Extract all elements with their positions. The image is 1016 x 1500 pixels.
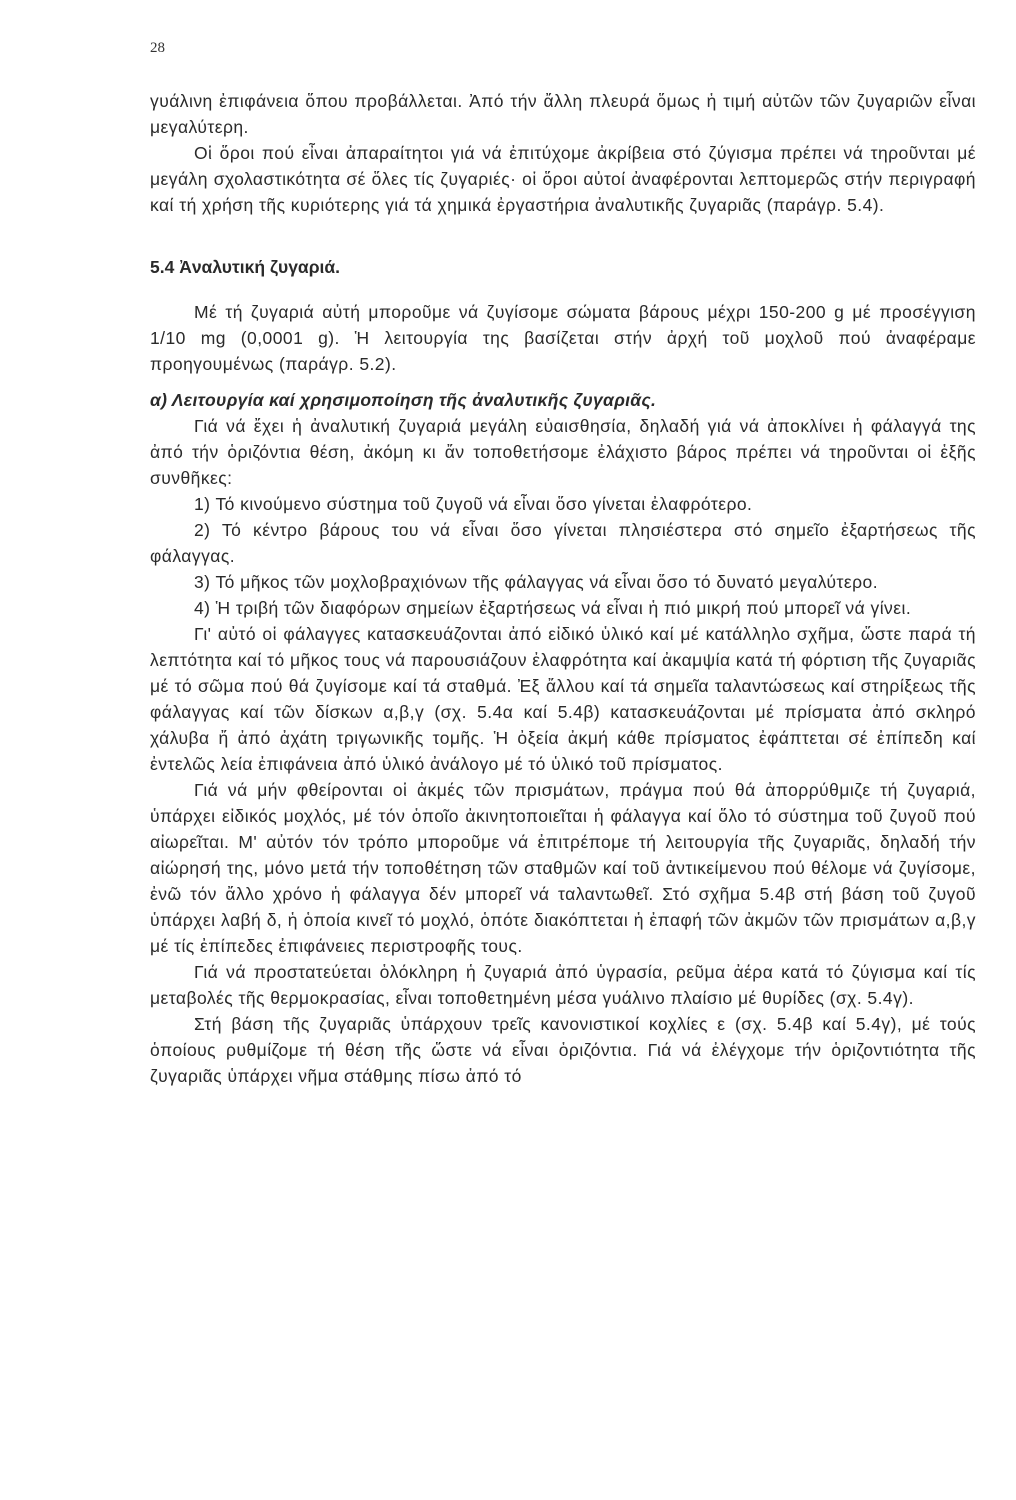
paragraph-balance-capacity: Μέ τή ζυγαριά αὐτή μποροῦμε νά ζυγίσομε σώματα βάρους μέχρι 150-200 g μέ προσέγγιση 1/10 mg (0,0001 g). Ἡ λειτουργία της βασίζεται στήν ἀρχή τοῦ μοχλοῦ πού ἀναφέραμε προηγουμένως (παράγρ. 5.2). [150, 302, 976, 374]
paragraph-continuation: γυάλινη ἐπιφάνεια ὅπου προβάλλεται. Ἀπό τήν ἄλλη πλευρά ὅμως ἡ τιμή αὐτῶν τῶν ζυγαριῶν εἶναι μεγαλύτερη. [150, 91, 976, 137]
list-item-condition-4: 4) Ἡ τριβή τῶν διαφόρων σημείων ἐξαρτήσεως νά εἶναι ἡ πιό μικρή πού μπορεῖ νά γίνει. [194, 598, 912, 618]
paragraph-sensitivity-conditions: Γιά νά ἔχει ἡ ἀναλυτική ζυγαριά μεγάλη εὐαισθησία, δηλαδή γιά νά ἀποκλίνει ἡ φάλαγγά της ἀπό τήν ὁριζόντια θέση, ἀκόμη κι ἄν τοποθετήσομε ἐλάχιστο βάρος πρέπει νά τηροῦνται οἱ ἑξῆς συνθῆκες: [150, 416, 976, 488]
list-item-condition-3: 3) Τό μῆκος τῶν μοχλοβραχιόνων τῆς φάλαγγας νά εἶναι ὅσο τό δυνατό μεγαλύτερο. [194, 572, 879, 592]
paragraph-weighing-conditions: Οἱ ὅροι πού εἶναι ἀπαραίτητοι γιά νά ἐπιτύχομε ἀκρίβεια στό ζύγισμα πρέπει νά τηροῦνται μέ μεγάλη σχολαστικότητα σέ ὅλες τίς ζυγαριές· οἱ ὅροι αὐτοί ἀναφέρονται λεπτομερῶς στήν περιγραφή καί τή χρήση τῆς κυριότερης γιά τά χημικά ἐργαστήρια ἀναλυτικῆς ζυγαριᾶς (παράγρ. 5.4). [150, 143, 976, 215]
list-item-condition-1: 1) Τό κινούμενο σύστημα τοῦ ζυγοῦ νά εἶναι ὅσο γίνεται ἐλαφρότερο. [194, 494, 753, 514]
page-number: 28 [150, 40, 165, 56]
paragraph-beam-construction: Γι' αὐτό οἱ φάλαγγες κατασκευάζονται ἀπό εἰδικό ὑλικό καί μέ κατάλληλο σχῆμα, ὥστε παρά τή λεπτότητα καί τό μῆκος τους νά παρουσιάζουν ἐλαφρότητα καί ἀκαμψία κατά τή φόρτιση τῆς ζυγαριᾶς μέ τό σῶμα πού θά ζυγίσομε καί τά σταθμά. Ἐξ ἄλλου καί τά σημεῖα ταλαντώσεως καί στηρίξεως τῆς φάλαγγας καί τῶν δίσκων α,β,γ (σχ. 5.4α καί 5.4β) κατασκευάζονται μέ πρίσματα ἀπό σκληρό χάλυβα ἤ ἀπό ἀχάτη τριγωνικῆς τομῆς. Ἡ ὀξεία ἀκμή κάθε πρίσματος ἐφάπτεται σέ ἐπίπεδη καί ἐντελῶς λεία ἐπιφάνεια ἀπό ὑλικό ἀνάλογο μέ τό ὑλικό τοῦ πρίσματος. [150, 624, 976, 774]
section-heading-analytical-balance: 5.4 Ἀναλυτική ζυγαριά. [150, 257, 340, 277]
paragraph-arrest-lever: Γιά νά μήν φθείρονται οἱ ἀκμές τῶν πρισμάτων, πράγμα πού θά ἀπορρύθμιζε τή ζυγαριά, ὑπάρχει εἰδικός μοχλός, μέ τόν ὁποῖο ἀκινητοποιεῖται ἡ φάλαγγα καί ὅλο τό σύστημα τοῦ ζυγοῦ πού αἰωρεῖται. Μ' αὐτόν τόν τρόπο μποροῦμε νά ἐπιτρέπομε τή λειτουργία τῆς ζυγαριᾶς, δηλαδή τήν αἰώρησή της, μόνο μετά τήν τοποθέτηση τῶν σταθμῶν καί τοῦ ἀντικείμενου πού θέλομε νά ζυγίσομε, ἐνῶ τόν ἄλλο χρόνο ἡ φάλαγγα δέν μπορεῖ νά ταλαντωθεῖ. Στό σχῆμα 5.4β στή βάση τοῦ ζυγοῦ ὑπάρχει λαβή δ, ἡ ὁποία κινεῖ τό μοχλό, ὁπότε διακόπτεται ἡ ἐπαφή τῶν ἀκμῶν τῶν πρισμάτων α,β,γ μέ τίς ἐπίπεδες ἐπιφάνειες περιστροφῆς τους. [150, 780, 976, 956]
page-body [150, 88, 976, 1089]
paragraph-glass-case: Γιά νά προστατεύεται ὁλόκληρη ἡ ζυγαριά ἀπό ὑγρασία, ρεῦμα ἀέρα κατά τό ζύγισμα καί τίς μεταβολές τῆς θερμοκρασίας, εἶναι τοποθετημένη μέσα γυάλινο πλαίσιο μέ θυρίδες (σχ. 5.4γ). [150, 962, 976, 1008]
list-item-condition-2: 2) Τό κέντρο βάρους του νά εἶναι ὅσο γίνεται πλησιέστερα στό σημεῖο ἐξαρτήσεως τῆς φάλαγγας. [150, 520, 976, 566]
subsection-heading-operation: α) Λειτουργία καί χρησιμοποίηση τῆς ἀναλυτικῆς ζυγαριᾶς. [150, 390, 657, 410]
paragraph-leveling-screws: Στή βάση τῆς ζυγαριᾶς ὑπάρχουν τρεῖς κανονιστικοί κοχλίες ε (σχ. 5.4β καί 5.4γ), μέ τούς ὁποίους ρυθμίζομε τή θέση τῆς ὥστε νά εἶναι ὁριζόντια. Γιά νά ἐλέγχομε τήν ὁριζοντιότητα τῆς ζυγαριᾶς ὑπάρχει νῆμα στάθμης πίσω ἀπό τό [150, 1014, 976, 1086]
